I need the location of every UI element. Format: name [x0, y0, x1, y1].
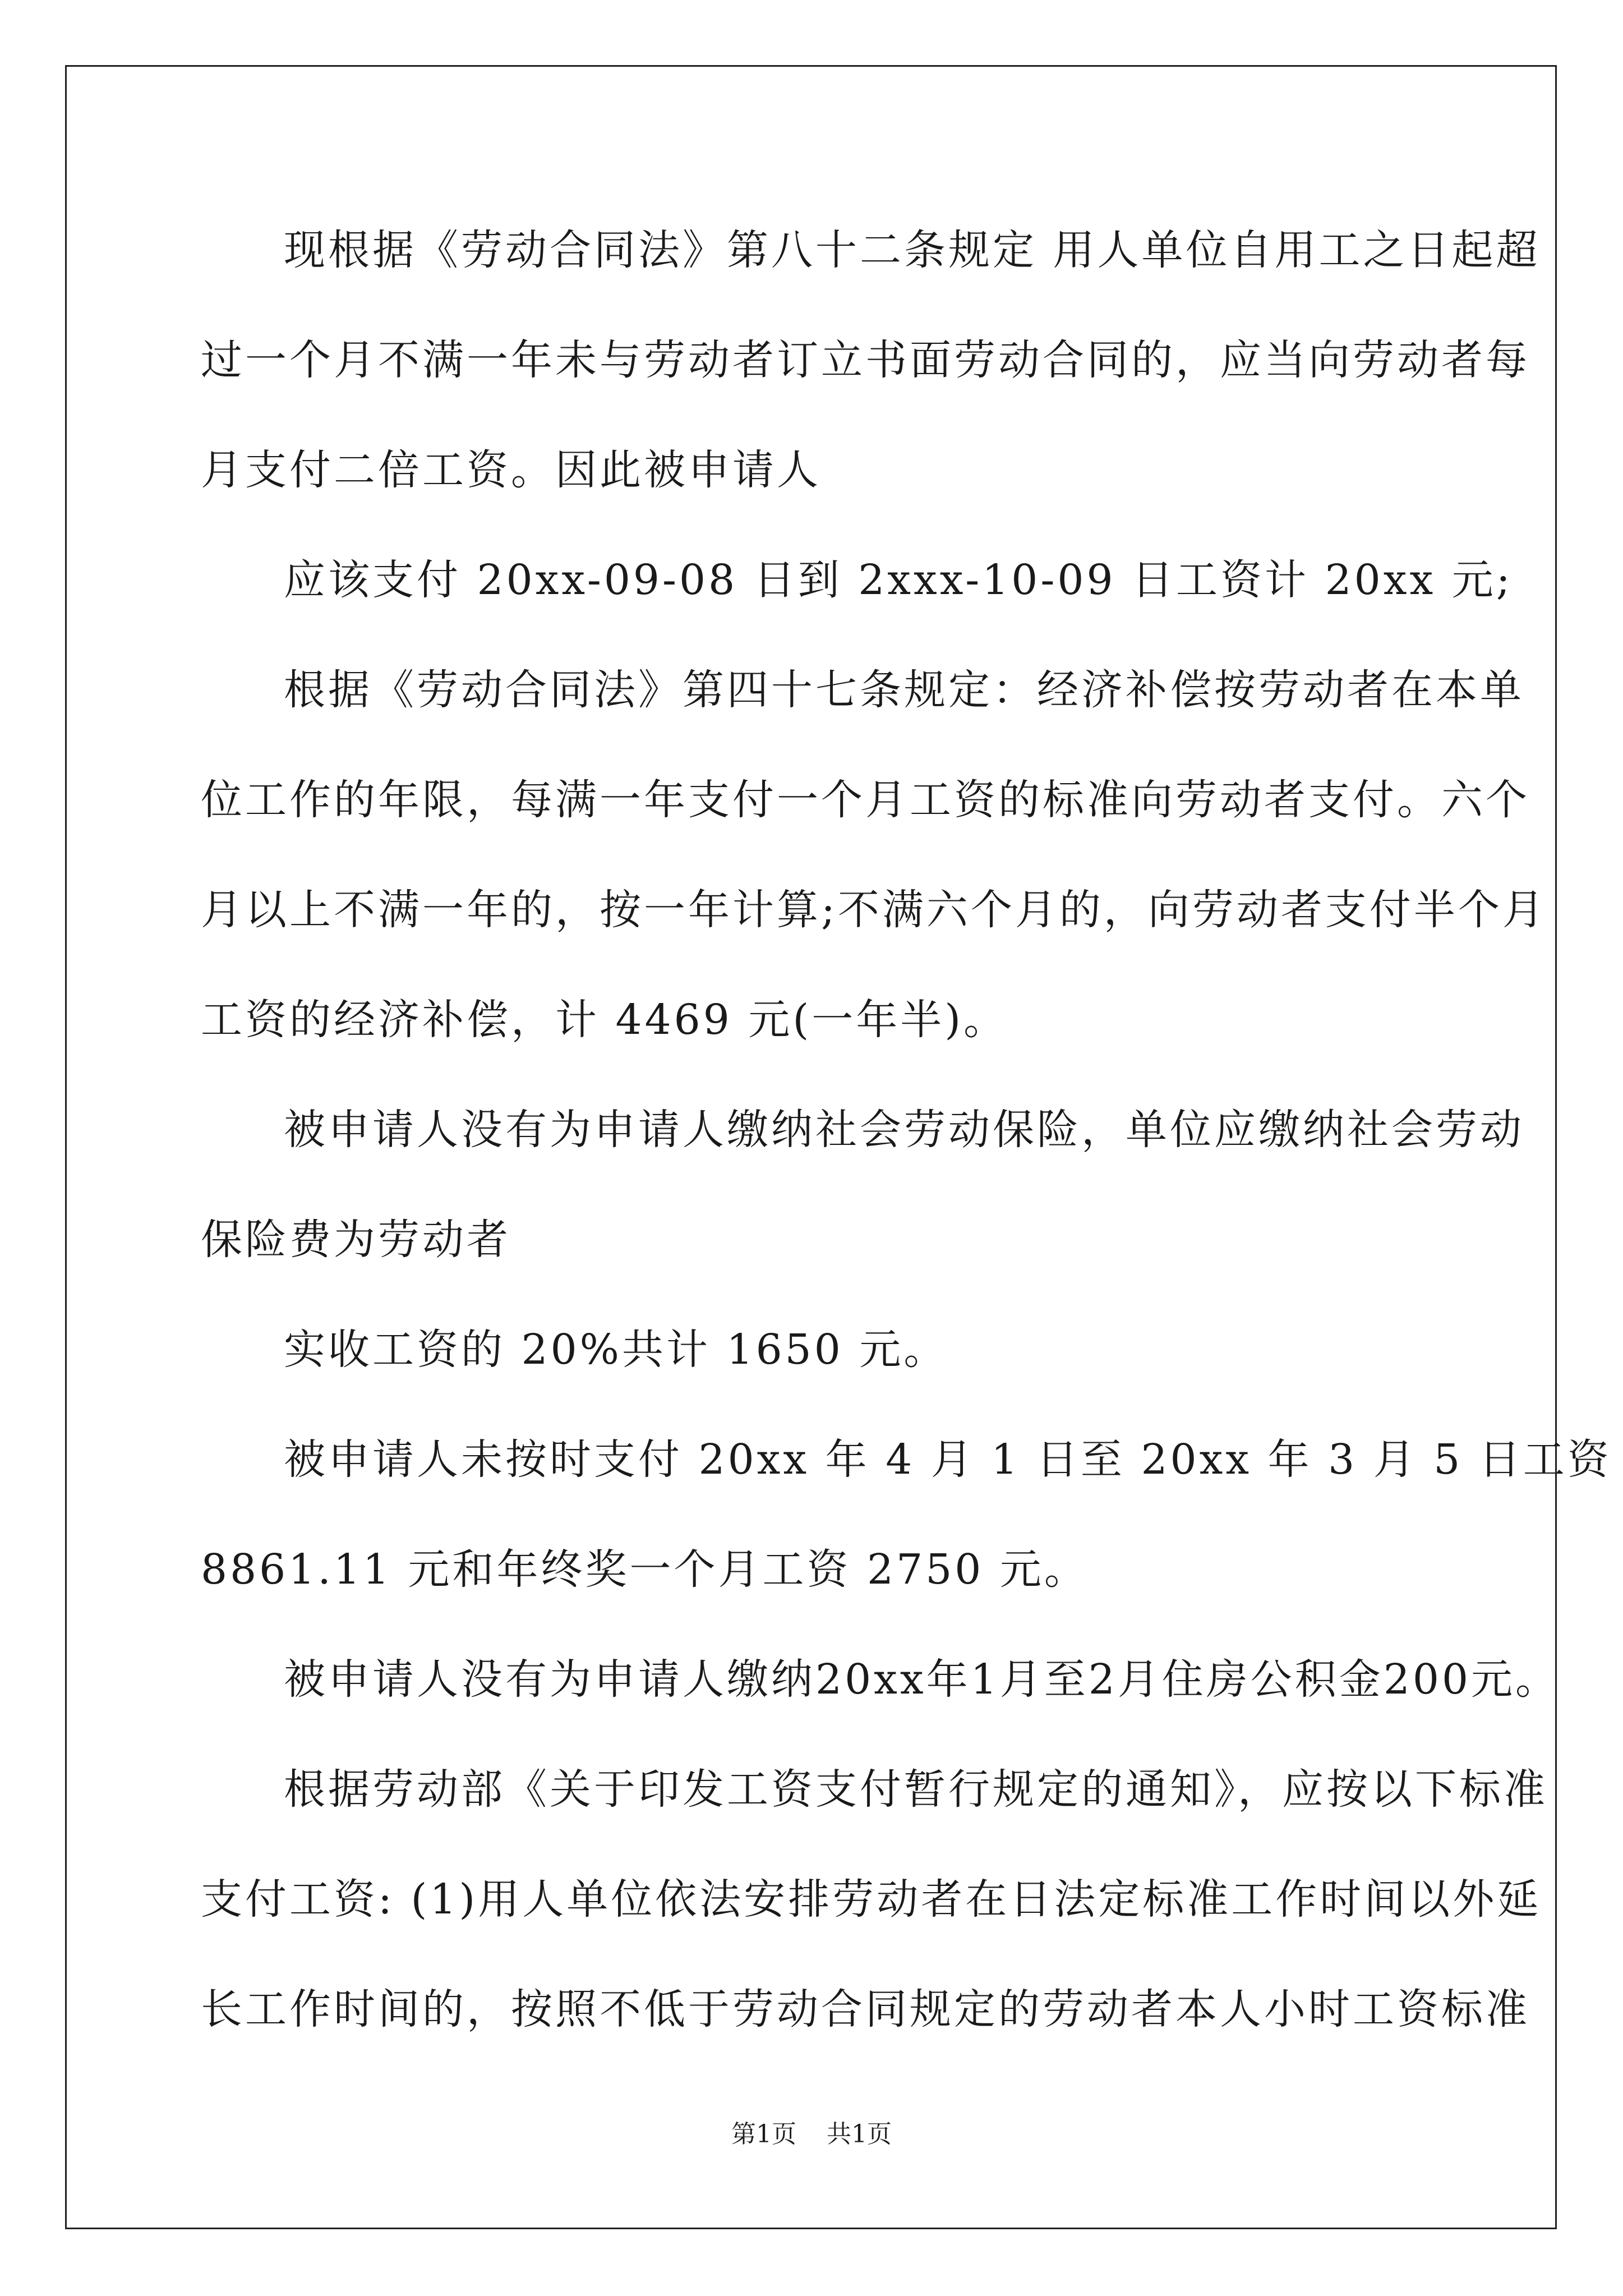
page-footer: [0, 2114, 1623, 2150]
text-line: 长工作时间的，按照不低于劳动合同规定的劳动者本人小时工资标准: [201, 1985, 1530, 2033]
text-line: 月支付二倍工资。因此被申请人: [201, 446, 821, 494]
text-line: 过一个月不满一年未与劳动者订立书面劳动合同的，应当向劳动者每: [201, 336, 1530, 384]
text-line: 被申请人没有为申请人缴纳20xx年1月至2月住房公积金200元。: [284, 1655, 1560, 1704]
text-line: 保险费为劳动者: [201, 1216, 511, 1264]
page-number-total: 共1页: [827, 2120, 892, 2148]
text-line: 根据《劳动合同法》第四十七条规定：经济补偿按劳动者在本单: [284, 666, 1524, 714]
text-line: 8861.11 元和年终奖一个月工资 2750 元。: [201, 1545, 1089, 1594]
text-line: 应该支付 20xx-09-08 日到 2xxx-10-09 日工资计 20xx 元;: [284, 556, 1513, 604]
text-line: 被申请人未按时支付 20xx 年 4 月 1 日至 20xx 年 3 月 5 日工资: [284, 1435, 1612, 1484]
text-line: 被申请人没有为申请人缴纳社会劳动保险，单位应缴纳社会劳动: [284, 1106, 1524, 1154]
text-line: 支付工资: (1)用人单位依法安排劳动者在日法定标准工作时间以外延: [201, 1875, 1542, 1924]
document-body: [201, 209, 1612, 2078]
text-line: 工资的经济补偿，计 4469 元(一年半)。: [201, 996, 1008, 1044]
page-number-current: 第1页: [731, 2120, 796, 2148]
text-line: 现根据《劳动合同法》第八十二条规定 用人单位自用工之日起超: [284, 226, 1541, 274]
text-line: 月以上不满一年的，按一年计算;不满六个月的，向劳动者支付半个月: [201, 886, 1547, 934]
text-line: 位工作的年限，每满一年支付一个月工资的标准向劳动者支付。六个: [201, 776, 1530, 824]
text-line: 根据劳动部《关于印发工资支付暂行规定的通知》，应按以下标准: [284, 1765, 1548, 1814]
text-line: 实收工资的 20%共计 1650 元。: [284, 1326, 948, 1374]
